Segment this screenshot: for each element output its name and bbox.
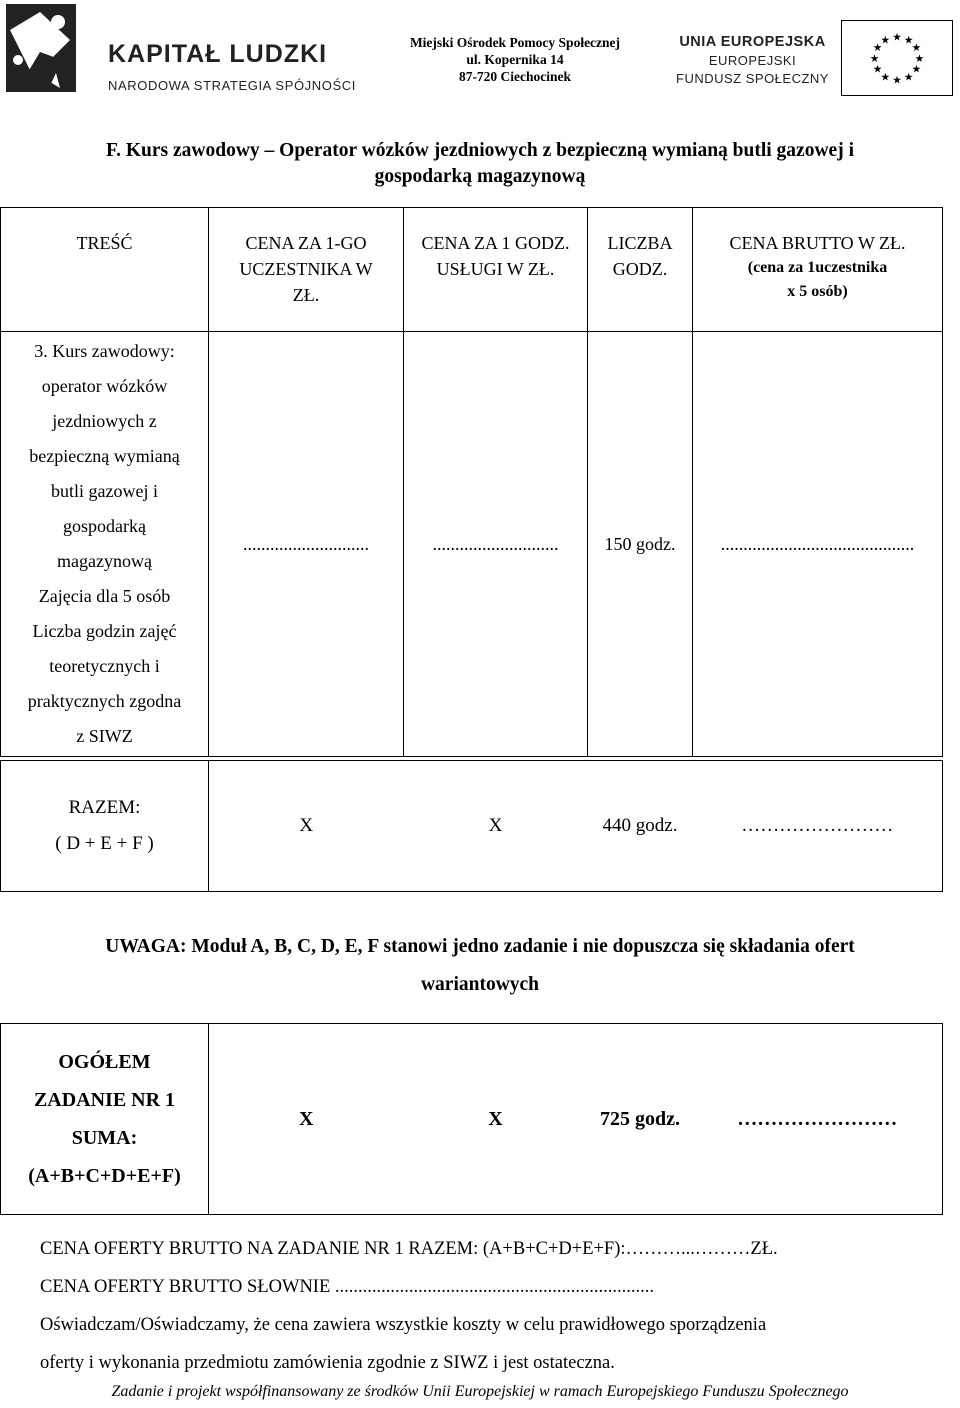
razem-x-2: X: [404, 761, 588, 892]
header-brutto-l1: CENA BRUTTO W ZŁ.: [729, 233, 906, 253]
ogolem-x-2: X: [404, 1024, 588, 1215]
offer-price-total[interactable]: CENA OFERTY BRUTTO NA ZADANIE NR 1 RAZEM: (A+B+C+D+E+F):………...………ZŁ.: [40, 1239, 778, 1259]
eu-logo-text: [660, 34, 845, 86]
desc-line: operator wózków: [41, 376, 168, 396]
razem-label-line2: ( D + E + F ): [55, 833, 154, 854]
offer-price-words[interactable]: CENA OFERTY BRUTTO SŁOWNIE .....................................................................: [40, 1277, 655, 1297]
uwaga-line-1: UWAGA: Moduł A, B, C, D, E, F stanowi jedno zadanie i nie dopuszcza się składania ofert: [105, 936, 855, 957]
desc-line: gospodarką: [63, 516, 146, 536]
offer-price-section: [40, 1230, 930, 1382]
ogolem-value-field[interactable]: ……………………: [693, 1024, 943, 1215]
svg-text:★: ★: [911, 41, 922, 55]
office-city: 87-720 Ciechocinek: [458, 69, 572, 84]
desc-line: butli gazowej i: [51, 481, 158, 501]
razem-table: [0, 760, 943, 892]
ogolem-hours: 725 godz.: [588, 1024, 693, 1215]
eu-fund-label-2: FUNDUSZ SPOŁECZNY: [676, 71, 829, 86]
svg-text:★: ★: [872, 41, 883, 55]
cena-brutto-field[interactable]: ...........................................: [693, 332, 943, 757]
desc-line: 3. Kurs zawodowy:: [34, 341, 175, 361]
ogolem-label: [1, 1024, 209, 1215]
liczba-godz-value: 150 godz.: [588, 332, 693, 757]
header-cena-godz-l1: CENA ZA 1 GODZ.: [421, 233, 570, 253]
title-line-1: F. Kurs zawodowy – Operator wózków jezdniowych z bezpieczną wymianą butli gazowej i: [106, 140, 854, 161]
table-row: [1, 332, 943, 757]
eu-fund-label-1: EUROPEJSKI: [708, 53, 797, 68]
svg-text:★: ★: [872, 62, 883, 76]
razem-label: [1, 761, 209, 892]
header-liczba-l2: GODZ.: [612, 259, 668, 279]
desc-line: magazynową: [57, 551, 152, 571]
table-header-row: [1, 208, 943, 332]
header-liczba-l1: LICZBA: [607, 233, 673, 253]
svg-text:★: ★: [869, 51, 880, 65]
office-address: [390, 34, 640, 85]
price-table: [0, 207, 943, 757]
header-cena-uczestnika: [209, 208, 404, 332]
table-row: [1, 761, 943, 892]
svg-text:★: ★: [880, 33, 891, 47]
desc-line: praktycznych zgodna: [27, 691, 182, 711]
header-cena-godz: [404, 208, 588, 332]
eu-flag-icon: [841, 20, 953, 96]
header-liczba-godz: [588, 208, 693, 332]
desc-line: Zajęcia dla 5 osób: [38, 586, 171, 606]
razem-hours: 440 godz.: [588, 761, 693, 892]
svg-text:★: ★: [892, 30, 902, 44]
ogolem-x-1: X: [209, 1024, 404, 1215]
header-cena-brutto: [693, 208, 943, 332]
header-cena-uczestnika-l1: CENA ZA 1-GO: [245, 233, 367, 253]
desc-line: Liczba godzin zajęć: [32, 621, 177, 641]
desc-line: jezdniowych z: [52, 411, 157, 431]
header-cena-godz-l2: USŁUGI W ZŁ.: [436, 259, 555, 279]
header-cena-uczestnika-l3: ZŁ.: [292, 285, 320, 305]
svg-text:★: ★: [903, 33, 914, 47]
page-title: [40, 138, 920, 190]
logo-title: KAPITAŁ LUDZKI: [108, 40, 328, 68]
svg-text:★: ★: [903, 70, 914, 84]
declaration-line-1: Oświadczam/Oświadczamy, że cena zawiera wszystkie koszty w celu prawidłowego sporządzenia: [40, 1315, 767, 1335]
svg-text:★: ★: [911, 62, 922, 76]
razem-x-1: X: [209, 761, 404, 892]
desc-line: bezpieczną wymianą: [29, 446, 180, 466]
desc-line: teoretycznych i: [49, 656, 160, 676]
office-name: Miejski Ośrodek Pomocy Społecznej: [409, 35, 621, 50]
header-cena-uczestnika-l2: UCZESTNIKA W: [239, 259, 373, 279]
course-description: [1, 332, 209, 757]
uwaga-line-2: wariantowych: [420, 974, 540, 995]
header-brutto-l3: x 5 osób): [787, 283, 848, 300]
ogolem-line2: ZADANIE NR 1: [33, 1089, 176, 1111]
svg-text:★: ★: [880, 70, 891, 84]
declaration-line-2: oferty i wykonania przedmiotu zamówienia zgodnie z SIWZ i jest ostateczna.: [40, 1353, 615, 1373]
desc-line: z SIWZ: [76, 726, 133, 746]
office-street: ul. Kopernika 14: [466, 52, 564, 67]
ogolem-line4: (A+B+C+D+E+F): [28, 1165, 181, 1187]
logo-subtitle: NARODOWA STRATEGIA SPÓJNOŚCI: [108, 78, 356, 93]
table-row: [1, 1024, 943, 1215]
razem-label-line1: RAZEM:: [68, 797, 141, 818]
ogolem-line1: OGÓŁEM: [58, 1051, 151, 1073]
cena-godz-field[interactable]: ............................: [404, 332, 588, 757]
svg-text:★: ★: [892, 73, 902, 87]
title-line-2: gospodarką magazynową: [374, 166, 586, 187]
ogolem-line3: SUMA:: [71, 1127, 138, 1149]
cena-uczestnika-field[interactable]: ............................: [209, 332, 404, 757]
header-tresc: TREŚĆ: [1, 208, 209, 332]
eu-union-label: UNIA EUROPEJSKA: [679, 34, 826, 50]
razem-value-field[interactable]: ……………………: [693, 761, 943, 892]
uwaga-note: [30, 928, 930, 1004]
footer-note: Zadanie i projekt współfinansowany ze środków Unii Europejskiej w ramach Europejskiego Funduszu Społecznego: [111, 1383, 849, 1400]
svg-text:★: ★: [914, 51, 925, 65]
ogolem-table: [0, 1023, 943, 1215]
header-brutto-l2: (cena za 1uczestnika: [747, 259, 888, 276]
